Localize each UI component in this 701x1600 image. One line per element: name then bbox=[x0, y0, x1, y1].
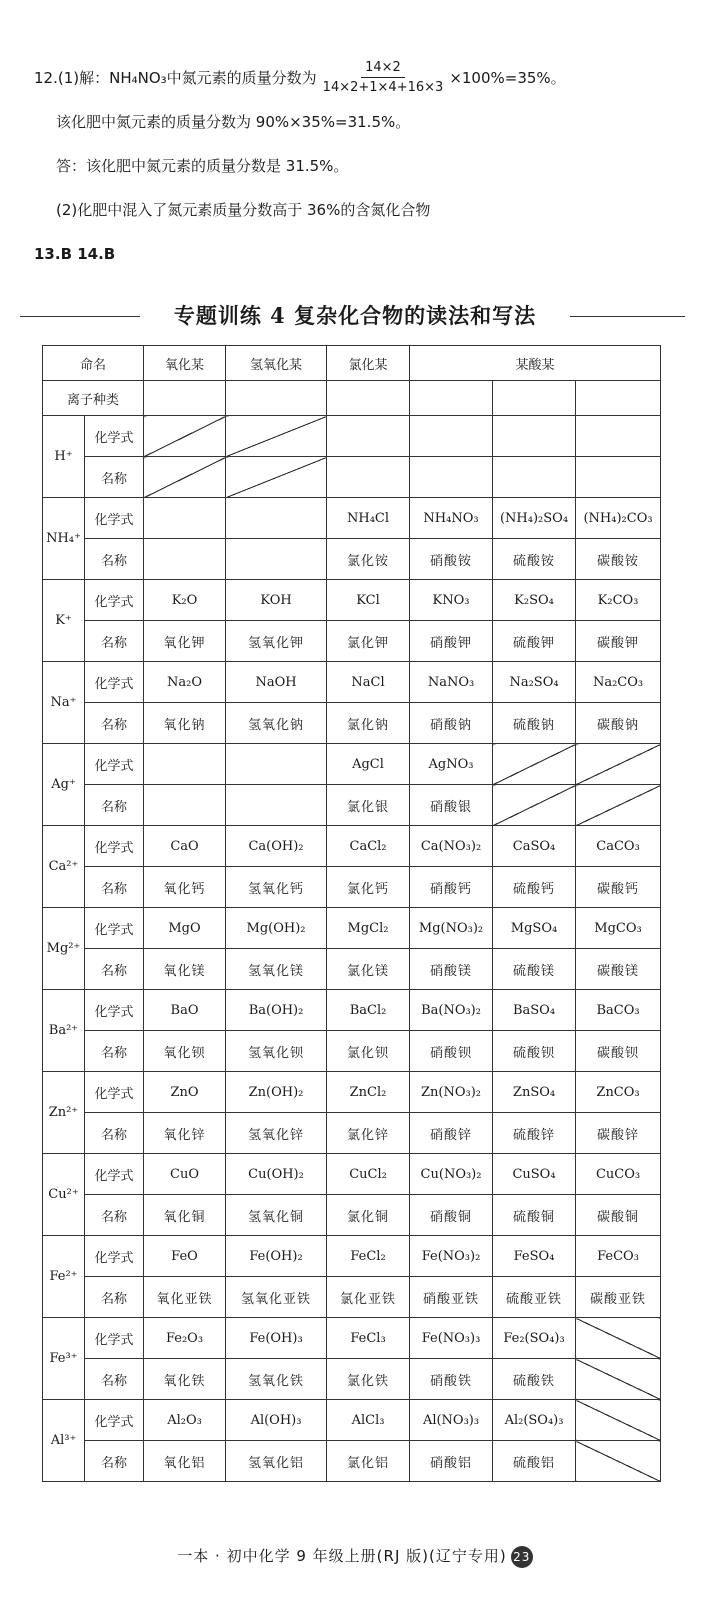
struck-cell bbox=[493, 785, 576, 826]
name-cell: 氢氧化钙 bbox=[226, 867, 327, 908]
formula-cell: NH₄Cl bbox=[327, 498, 410, 539]
answer-12-prefix: 12.(1)解：NH₄NO₃中氮元素的质量分数为 bbox=[34, 68, 317, 87]
name-cell: 硫酸钙 bbox=[493, 867, 576, 908]
answer-12-suffix: ×100%=35%。 bbox=[449, 68, 566, 87]
formula-cell bbox=[410, 416, 493, 457]
name-cell: 氧化铜 bbox=[144, 1195, 226, 1236]
name-cell: 硫酸铜 bbox=[493, 1195, 576, 1236]
formula-label: 化学式 bbox=[85, 662, 144, 703]
heading-rule-right bbox=[570, 316, 685, 317]
name-cell: 氯化银 bbox=[327, 785, 410, 826]
name-cell: 硝酸钾 bbox=[410, 621, 493, 662]
struck-cell bbox=[576, 785, 661, 826]
formula-cell: ZnSO₄ bbox=[493, 1072, 576, 1113]
name-cell: 氧化钙 bbox=[144, 867, 226, 908]
empty-cell bbox=[327, 381, 410, 416]
name-row bbox=[43, 1031, 661, 1072]
formula-row bbox=[43, 1400, 661, 1441]
formula-row bbox=[43, 416, 661, 457]
formula-cell: K₂SO₄ bbox=[493, 580, 576, 621]
formula-cell: FeCO₃ bbox=[576, 1236, 661, 1277]
name-cell bbox=[226, 785, 327, 826]
name-row bbox=[43, 457, 661, 498]
name-cell: 氧化镁 bbox=[144, 949, 226, 990]
formula-cell bbox=[226, 498, 327, 539]
formula-label: 化学式 bbox=[85, 908, 144, 949]
empty-cell bbox=[226, 381, 327, 416]
empty-cell bbox=[410, 381, 493, 416]
name-cell: 氢氧化铝 bbox=[226, 1441, 327, 1482]
formula-label: 化学式 bbox=[85, 990, 144, 1031]
name-cell bbox=[327, 457, 410, 498]
name-cell bbox=[226, 539, 327, 580]
name-cell bbox=[576, 457, 661, 498]
formula-cell: AgNO₃ bbox=[410, 744, 493, 785]
name-cell: 氢氧化亚铁 bbox=[226, 1277, 327, 1318]
answer-12-line3: 答：该化肥中氮元素的质量分数是 31.5%。 bbox=[56, 157, 349, 175]
header-acid-salt: 某酸某 bbox=[410, 346, 661, 381]
name-cell: 氯化铝 bbox=[327, 1441, 410, 1482]
section-title: 专题训练 4 复杂化合物的读法和写法 bbox=[173, 303, 537, 328]
section-heading bbox=[0, 300, 701, 336]
name-row bbox=[43, 949, 661, 990]
formula-cell: MgSO₄ bbox=[493, 908, 576, 949]
name-cell: 氯化钾 bbox=[327, 621, 410, 662]
struck-cell bbox=[493, 744, 576, 785]
formula-cell: CaSO₄ bbox=[493, 826, 576, 867]
name-cell: 氯化铵 bbox=[327, 539, 410, 580]
formula-cell: BaSO₄ bbox=[493, 990, 576, 1031]
name-label: 名称 bbox=[85, 703, 144, 744]
formula-label: 化学式 bbox=[85, 1236, 144, 1277]
name-cell: 碳酸钠 bbox=[576, 703, 661, 744]
ion-label: Cu²⁺ bbox=[43, 1154, 85, 1236]
name-cell: 氧化亚铁 bbox=[144, 1277, 226, 1318]
formula-label: 化学式 bbox=[85, 1400, 144, 1441]
empty-cell bbox=[493, 381, 576, 416]
formula-row bbox=[43, 498, 661, 539]
formula-cell: AgCl bbox=[327, 744, 410, 785]
name-label: 名称 bbox=[85, 1195, 144, 1236]
formula-cell: ZnO bbox=[144, 1072, 226, 1113]
formula-row bbox=[43, 1236, 661, 1277]
formula-cell: NaOH bbox=[226, 662, 327, 703]
formula-cell: AlCl₃ bbox=[327, 1400, 410, 1441]
formula-label: 化学式 bbox=[85, 580, 144, 621]
formula-cell: NaNO₃ bbox=[410, 662, 493, 703]
name-cell: 氢氧化铜 bbox=[226, 1195, 327, 1236]
heading-rule-left bbox=[20, 316, 140, 317]
formula-cell: FeCl₃ bbox=[327, 1318, 410, 1359]
formula-cell: FeO bbox=[144, 1236, 226, 1277]
name-label: 名称 bbox=[85, 867, 144, 908]
formula-cell: MgCl₂ bbox=[327, 908, 410, 949]
header-oxide: 氧化某 bbox=[144, 346, 226, 381]
formula-cell: NH₄NO₃ bbox=[410, 498, 493, 539]
answer-12-line2: 该化肥中氮元素的质量分数为 90%×35%=31.5%。 bbox=[56, 113, 411, 131]
formula-row bbox=[43, 908, 661, 949]
table-header-row bbox=[43, 346, 661, 381]
name-row bbox=[43, 539, 661, 580]
name-cell: 碳酸铵 bbox=[576, 539, 661, 580]
formula-cell: MgCO₃ bbox=[576, 908, 661, 949]
name-label: 名称 bbox=[85, 1277, 144, 1318]
formula-label: 化学式 bbox=[85, 1318, 144, 1359]
name-row bbox=[43, 1277, 661, 1318]
formula-cell: Na₂SO₄ bbox=[493, 662, 576, 703]
name-row bbox=[43, 1441, 661, 1482]
formula-cell: Ba(NO₃)₂ bbox=[410, 990, 493, 1031]
struck-cell bbox=[576, 1441, 661, 1482]
formula-cell: K₂O bbox=[144, 580, 226, 621]
formula-cell: Cu(NO₃)₂ bbox=[410, 1154, 493, 1195]
mass-fraction bbox=[319, 60, 448, 95]
page-footer bbox=[120, 1545, 590, 1568]
formula-label: 化学式 bbox=[85, 1154, 144, 1195]
name-cell bbox=[493, 457, 576, 498]
ion-label: Zn²⁺ bbox=[43, 1072, 85, 1154]
name-row bbox=[43, 1195, 661, 1236]
formula-cell: CaO bbox=[144, 826, 226, 867]
name-row bbox=[43, 621, 661, 662]
formula-cell: Fe(NO₃)₃ bbox=[410, 1318, 493, 1359]
formula-label: 化学式 bbox=[85, 498, 144, 539]
page-number: 23 bbox=[511, 1546, 533, 1568]
formula-cell: Ba(OH)₂ bbox=[226, 990, 327, 1031]
formula-row bbox=[43, 1318, 661, 1359]
name-cell: 氧化钠 bbox=[144, 703, 226, 744]
empty-cell bbox=[576, 381, 661, 416]
formula-cell: Na₂O bbox=[144, 662, 226, 703]
name-cell: 氢氧化镁 bbox=[226, 949, 327, 990]
name-cell: 硝酸钠 bbox=[410, 703, 493, 744]
name-label: 名称 bbox=[85, 1441, 144, 1482]
ion-label: NH₄⁺ bbox=[43, 498, 85, 580]
formula-row bbox=[43, 662, 661, 703]
formula-cell: BaCO₃ bbox=[576, 990, 661, 1031]
formula-cell: Na₂CO₃ bbox=[576, 662, 661, 703]
formula-cell: NaCl bbox=[327, 662, 410, 703]
answer-section bbox=[34, 54, 684, 276]
formula-cell: ZnCO₃ bbox=[576, 1072, 661, 1113]
name-cell: 氯化亚铁 bbox=[327, 1277, 410, 1318]
name-cell: 氢氧化铁 bbox=[226, 1359, 327, 1400]
formula-cell: Fe(NO₃)₂ bbox=[410, 1236, 493, 1277]
formula-cell: KCl bbox=[327, 580, 410, 621]
name-cell: 硝酸钙 bbox=[410, 867, 493, 908]
name-cell bbox=[410, 457, 493, 498]
name-cell: 碳酸镁 bbox=[576, 949, 661, 990]
name-cell: 硫酸钾 bbox=[493, 621, 576, 662]
name-label: 名称 bbox=[85, 1359, 144, 1400]
compound-table bbox=[42, 345, 661, 1482]
struck-cell bbox=[576, 1400, 661, 1441]
name-cell: 硫酸铵 bbox=[493, 539, 576, 580]
formula-cell: MgO bbox=[144, 908, 226, 949]
name-cell: 硝酸钡 bbox=[410, 1031, 493, 1072]
formula-cell: CuCl₂ bbox=[327, 1154, 410, 1195]
name-cell: 氯化钡 bbox=[327, 1031, 410, 1072]
name-cell: 硝酸锌 bbox=[410, 1113, 493, 1154]
formula-label: 化学式 bbox=[85, 826, 144, 867]
formula-cell: BaO bbox=[144, 990, 226, 1031]
formula-cell bbox=[493, 416, 576, 457]
ion-label: Ag⁺ bbox=[43, 744, 85, 826]
footer-text: 一本 · 初中化学 9 年级上册(RJ 版)(辽宁专用) bbox=[177, 1547, 507, 1565]
formula-cell: Ca(NO₃)₂ bbox=[410, 826, 493, 867]
name-cell: 氯化钠 bbox=[327, 703, 410, 744]
name-cell: 氧化钡 bbox=[144, 1031, 226, 1072]
formula-cell: Fe₂(SO₄)₃ bbox=[493, 1318, 576, 1359]
formula-cell: K₂CO₃ bbox=[576, 580, 661, 621]
name-cell: 氢氧化钠 bbox=[226, 703, 327, 744]
ion-label: Fe²⁺ bbox=[43, 1236, 85, 1318]
ion-label: Mg²⁺ bbox=[43, 908, 85, 990]
formula-cell bbox=[327, 416, 410, 457]
answer-12-part2: (2)化肥中混入了氮元素质量分数高于 36%的含氮化合物 bbox=[56, 201, 431, 219]
name-cell: 氯化锌 bbox=[327, 1113, 410, 1154]
ion-label: Ba²⁺ bbox=[43, 990, 85, 1072]
name-row bbox=[43, 703, 661, 744]
name-row bbox=[43, 1113, 661, 1154]
formula-cell: Mg(NO₃)₂ bbox=[410, 908, 493, 949]
formula-cell: CuO bbox=[144, 1154, 226, 1195]
ion-type-label: 离子种类 bbox=[43, 381, 144, 416]
name-cell: 硝酸铁 bbox=[410, 1359, 493, 1400]
formula-cell bbox=[576, 416, 661, 457]
formula-cell: FeSO₄ bbox=[493, 1236, 576, 1277]
formula-cell: Mg(OH)₂ bbox=[226, 908, 327, 949]
empty-cell bbox=[144, 381, 226, 416]
name-cell: 氯化铁 bbox=[327, 1359, 410, 1400]
name-cell: 硝酸铝 bbox=[410, 1441, 493, 1482]
formula-cell: Al₂O₃ bbox=[144, 1400, 226, 1441]
formula-cell: Fe(OH)₃ bbox=[226, 1318, 327, 1359]
formula-cell: KOH bbox=[226, 580, 327, 621]
name-cell: 氧化钾 bbox=[144, 621, 226, 662]
name-cell bbox=[144, 785, 226, 826]
formula-row bbox=[43, 744, 661, 785]
formula-cell: Cu(OH)₂ bbox=[226, 1154, 327, 1195]
name-cell: 碳酸钡 bbox=[576, 1031, 661, 1072]
name-label: 名称 bbox=[85, 457, 144, 498]
formula-cell: Al(NO₃)₃ bbox=[410, 1400, 493, 1441]
name-cell: 硝酸银 bbox=[410, 785, 493, 826]
name-cell: 氢氧化钾 bbox=[226, 621, 327, 662]
formula-cell: CuCO₃ bbox=[576, 1154, 661, 1195]
formula-row bbox=[43, 826, 661, 867]
name-row bbox=[43, 1359, 661, 1400]
table-ion-type-row bbox=[43, 381, 661, 416]
ion-label: Fe³⁺ bbox=[43, 1318, 85, 1400]
formula-cell bbox=[144, 744, 226, 785]
formula-cell: Fe(OH)₂ bbox=[226, 1236, 327, 1277]
name-cell: 碳酸亚铁 bbox=[576, 1277, 661, 1318]
name-cell: 硝酸亚铁 bbox=[410, 1277, 493, 1318]
name-cell: 硫酸钠 bbox=[493, 703, 576, 744]
name-cell: 硫酸锌 bbox=[493, 1113, 576, 1154]
formula-cell: Fe₂O₃ bbox=[144, 1318, 226, 1359]
header-hydroxide: 氢氧化某 bbox=[226, 346, 327, 381]
struck-cell bbox=[576, 744, 661, 785]
formula-row bbox=[43, 1072, 661, 1113]
formula-cell: Al(OH)₃ bbox=[226, 1400, 327, 1441]
name-cell: 硝酸铵 bbox=[410, 539, 493, 580]
formula-cell bbox=[226, 744, 327, 785]
name-cell: 硫酸钡 bbox=[493, 1031, 576, 1072]
formula-row bbox=[43, 1154, 661, 1195]
struck-cell bbox=[576, 1359, 661, 1400]
formula-label: 化学式 bbox=[85, 1072, 144, 1113]
ion-label: K⁺ bbox=[43, 580, 85, 662]
ion-label: Ca²⁺ bbox=[43, 826, 85, 908]
name-cell: 氯化铜 bbox=[327, 1195, 410, 1236]
name-row bbox=[43, 867, 661, 908]
formula-label: 化学式 bbox=[85, 744, 144, 785]
name-cell: 氢氧化锌 bbox=[226, 1113, 327, 1154]
formula-cell: FeCl₂ bbox=[327, 1236, 410, 1277]
formula-label: 化学式 bbox=[85, 416, 144, 457]
formula-cell: Zn(NO₃)₂ bbox=[410, 1072, 493, 1113]
formula-cell: CaCl₂ bbox=[327, 826, 410, 867]
struck-cell bbox=[226, 457, 327, 498]
name-cell: 硝酸镁 bbox=[410, 949, 493, 990]
name-cell: 氧化铁 bbox=[144, 1359, 226, 1400]
ion-label: Na⁺ bbox=[43, 662, 85, 744]
formula-cell: Al₂(SO₄)₃ bbox=[493, 1400, 576, 1441]
fraction-numerator: 14×2 bbox=[361, 60, 405, 78]
name-cell: 氯化钙 bbox=[327, 867, 410, 908]
name-cell: 硝酸铜 bbox=[410, 1195, 493, 1236]
ion-label: Al³⁺ bbox=[43, 1400, 85, 1482]
formula-cell: (NH₄)₂SO₄ bbox=[493, 498, 576, 539]
ion-label: H⁺ bbox=[43, 416, 85, 498]
name-label: 名称 bbox=[85, 539, 144, 580]
name-cell: 碳酸锌 bbox=[576, 1113, 661, 1154]
formula-row bbox=[43, 580, 661, 621]
name-label: 名称 bbox=[85, 1031, 144, 1072]
name-cell: 氧化锌 bbox=[144, 1113, 226, 1154]
struck-cell bbox=[144, 457, 226, 498]
answer-13-14: 13.B 14.B bbox=[34, 245, 116, 263]
formula-cell bbox=[144, 498, 226, 539]
fraction-denominator: 14×2+1×4+16×3 bbox=[322, 79, 444, 95]
formula-row bbox=[43, 990, 661, 1031]
formula-cell: BaCl₂ bbox=[327, 990, 410, 1031]
name-cell bbox=[144, 539, 226, 580]
formula-cell: ZnCl₂ bbox=[327, 1072, 410, 1113]
name-label: 名称 bbox=[85, 785, 144, 826]
answer-12-part1 bbox=[34, 54, 684, 100]
formula-cell: CaCO₃ bbox=[576, 826, 661, 867]
name-cell: 碳酸钾 bbox=[576, 621, 661, 662]
name-row bbox=[43, 785, 661, 826]
name-label: 名称 bbox=[85, 949, 144, 990]
name-label: 名称 bbox=[85, 1113, 144, 1154]
header-naming: 命名 bbox=[43, 346, 144, 381]
formula-cell: CuSO₄ bbox=[493, 1154, 576, 1195]
formula-cell: (NH₄)₂CO₃ bbox=[576, 498, 661, 539]
name-cell: 硫酸亚铁 bbox=[493, 1277, 576, 1318]
name-cell: 氯化镁 bbox=[327, 949, 410, 990]
name-cell: 硫酸铝 bbox=[493, 1441, 576, 1482]
name-cell: 碳酸钙 bbox=[576, 867, 661, 908]
name-cell: 硫酸镁 bbox=[493, 949, 576, 990]
name-cell: 氧化铝 bbox=[144, 1441, 226, 1482]
formula-cell: Zn(OH)₂ bbox=[226, 1072, 327, 1113]
struck-cell bbox=[144, 416, 226, 457]
name-cell: 碳酸铜 bbox=[576, 1195, 661, 1236]
name-label: 名称 bbox=[85, 621, 144, 662]
formula-cell: Ca(OH)₂ bbox=[226, 826, 327, 867]
header-chloride: 氯化某 bbox=[327, 346, 410, 381]
name-cell: 硫酸铁 bbox=[493, 1359, 576, 1400]
name-cell: 氢氧化钡 bbox=[226, 1031, 327, 1072]
formula-cell: KNO₃ bbox=[410, 580, 493, 621]
struck-cell bbox=[576, 1318, 661, 1359]
struck-cell bbox=[226, 416, 327, 457]
